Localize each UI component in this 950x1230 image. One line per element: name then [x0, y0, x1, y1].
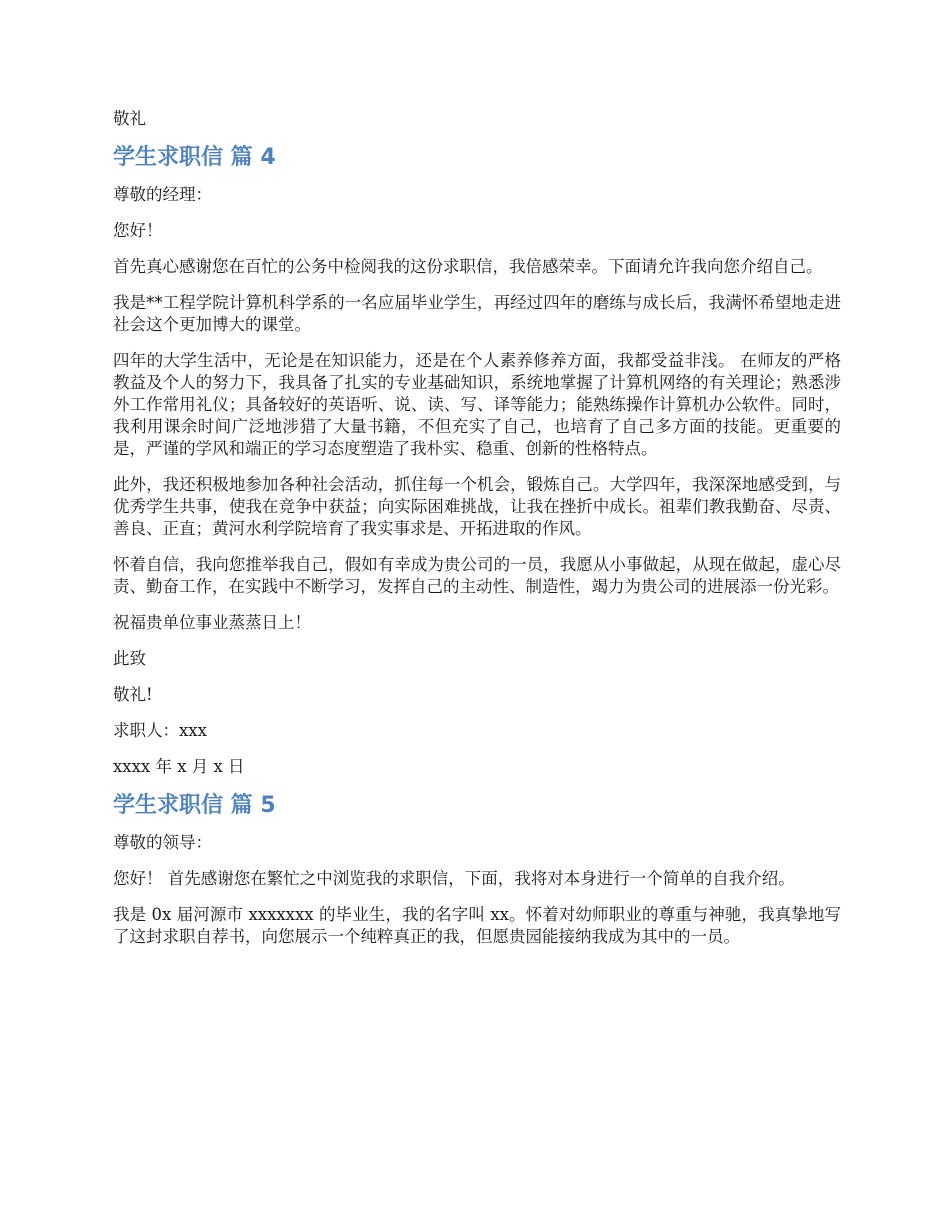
date-line: xxxx 年 x 月 x 日 — [113, 757, 245, 776]
document-page — [113, 108, 841, 962]
body-paragraph: 怀着自信，我向您推举我自己，假如有幸成为贵公司的一员，我愿从小事做起，从现在做起，虚心尽责、勤奋工作，在实践中不断学习，发挥自己的主动性、制造性，竭力为贵公司的进展添一份光彩。 — [113, 555, 841, 596]
body-paragraph: 此外，我还积极地参加各种社会活动，抓住每一个机会，锻炼自己。大学四年，我深深地感受到，与优秀学生共事，使我在竞争中获益；向实际困难挑战，让我在挫折中成长。祖辈们教我勤奋、尽责、善良、正直；黄河水利学院培育了我实事求是、开拓进取的作风。 — [113, 475, 841, 538]
section-heading-5: 学生求职信 篇 5 — [113, 793, 276, 818]
greeting-hello: 您好！ — [113, 221, 163, 240]
section-heading-4: 学生求职信 篇 4 — [113, 145, 276, 170]
closing-line: 此致 — [113, 649, 146, 668]
closing-salutation: 敬礼! — [113, 685, 153, 704]
signature-line: 求职人：xxx — [113, 721, 207, 740]
greeting-addressee: 尊敬的领导： — [113, 833, 212, 852]
body-paragraph: 您好！ 首先感谢您在繁忙之中浏览我的求职信，下面，我将对本身进行一个简单的自我介绍。 — [113, 869, 795, 888]
closing-salutation: 敬礼 — [113, 109, 146, 128]
body-paragraph: 我是 0x 届河源市 xxxxxxx 的毕业生，我的名字叫 xx。怀着对幼师职业的尊重与神驰，我真挚地写了这封求职自荐书，向您展示一个纯粹真正的我，但愿贵园能接纳我成为其中的一员。 — [113, 905, 841, 946]
body-paragraph: 我是**工程学院计算机科学系的一名应届毕业学生，再经过四年的磨练与成长后，我满怀希望地走进社会这个更加博大的课堂。 — [113, 293, 841, 334]
wish-line: 祝福贵单位事业蒸蒸日上！ — [113, 613, 311, 632]
body-paragraph: 四年的大学生活中，无论是在知识能力，还是在个人素养修养方面，我都受益非浅。 在师友的严格教益及个人的努力下，我具备了扎实的专业基础知识，系统地掌握了计算机网络的有关理论；熟悉涉外工作常用礼仪；具备较好的英语听、说、读、写、译等能力；能熟练操作计算机办公软件。同时，我利用课余时间广泛地涉猎了大量书籍，不但充实了自己，也培育了自己多方面的技能。更重要的是，严谨的学风和端正的学习态度塑造了我朴实、稳重、创新的性格特点。 — [113, 351, 841, 458]
body-paragraph: 首先真心感谢您在百忙的公务中检阅我的这份求职信，我倍感荣幸。下面请允许我向您介绍自己。 — [113, 257, 823, 276]
greeting-addressee: 尊敬的经理： — [113, 185, 212, 204]
